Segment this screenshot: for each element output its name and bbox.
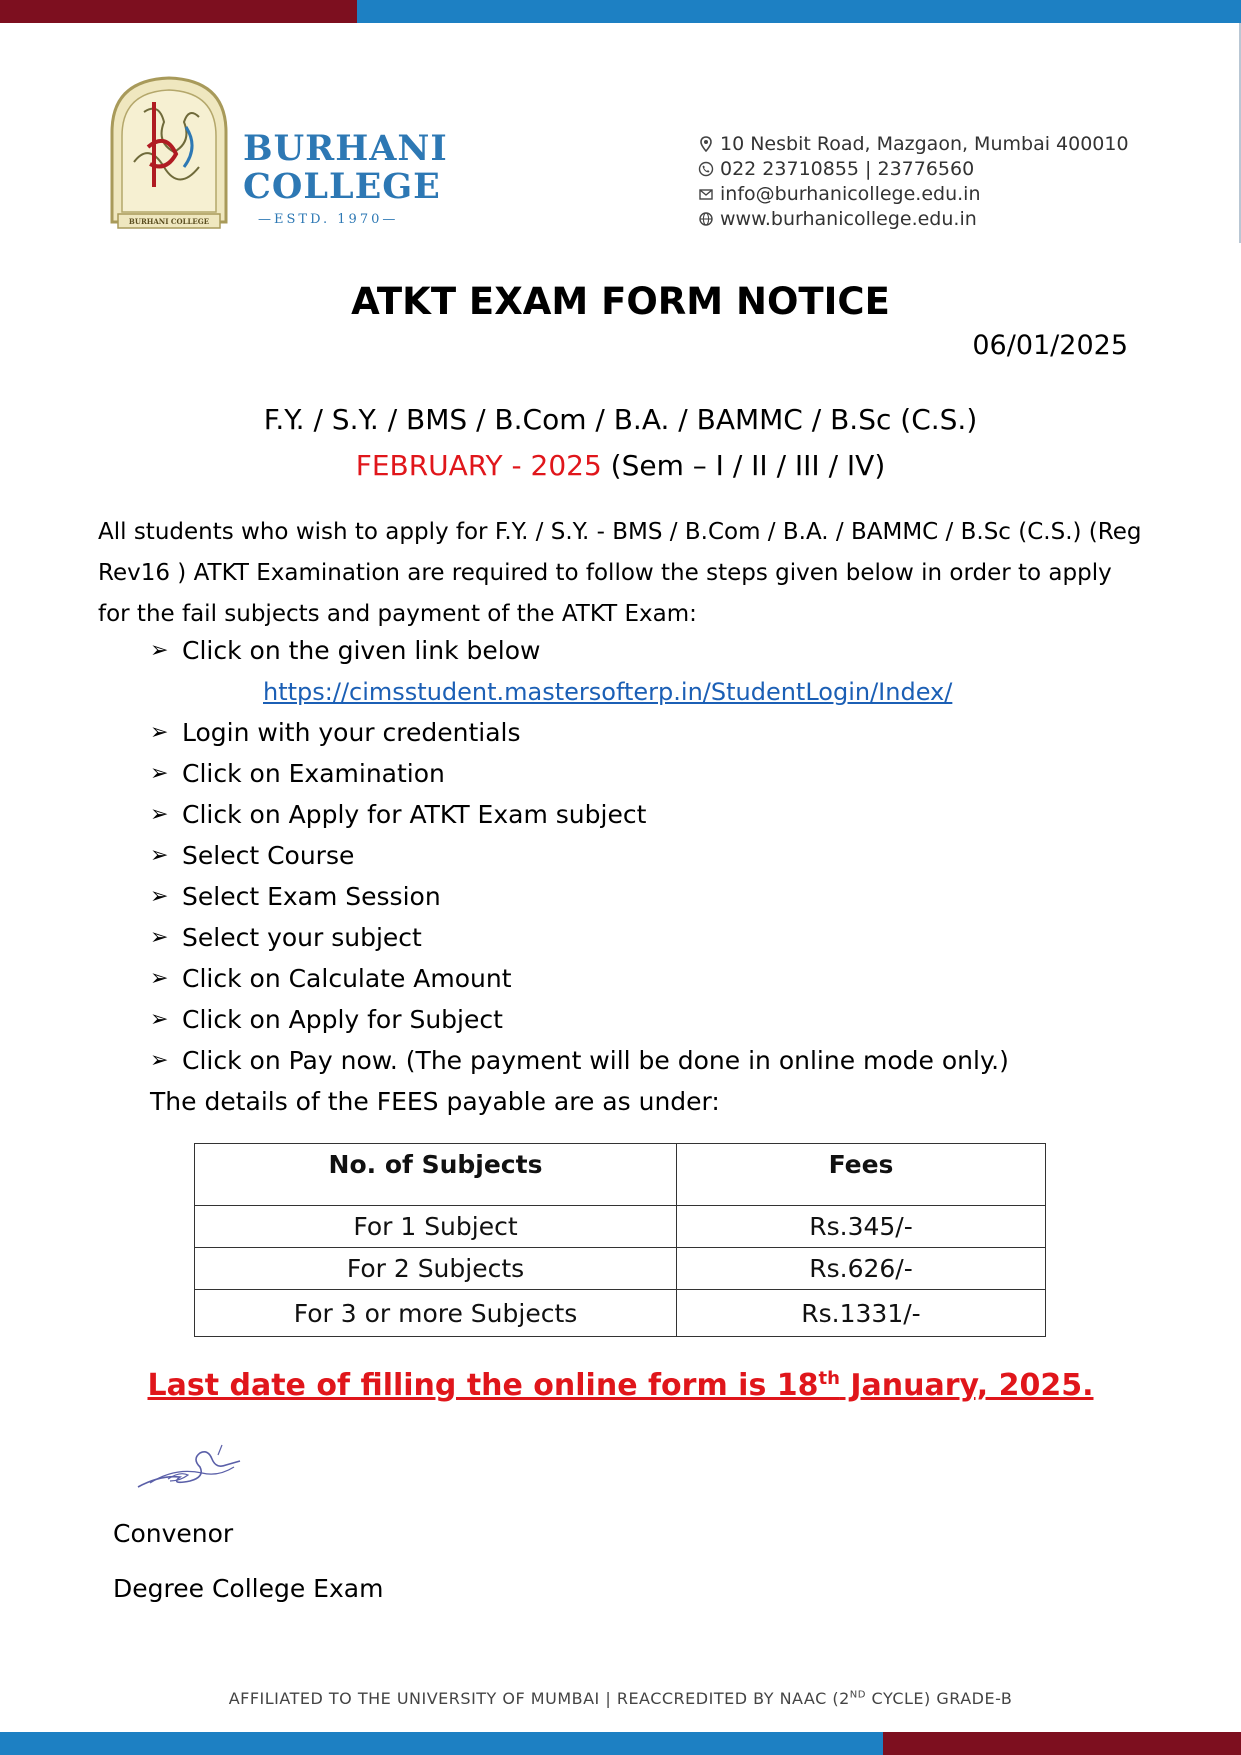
step-item (150, 718, 521, 747)
subjects-cell: For 2 Subjects (195, 1248, 677, 1290)
seal-label: BURHANI COLLEGE (128, 217, 210, 226)
table-header-row (195, 1144, 1046, 1206)
brand-name-line2: COLLEGE (243, 166, 441, 207)
arrow-bullet-icon: ➢ (150, 966, 169, 991)
table-row (195, 1206, 1046, 1248)
step-text: Click on Apply for Subject (182, 1005, 503, 1034)
deadline-text-start: Last date of filling the online form is 18 (147, 1368, 819, 1403)
step-text: Click on Calculate Amount (182, 964, 512, 993)
website-text[interactable]: www.burhanicollege.edu.in (720, 208, 977, 230)
step-item (150, 841, 354, 870)
phone-text: 022 23710855 | 23776560 (720, 158, 975, 180)
student-login-link[interactable]: https://cimsstudent.mastersofterp.in/StudentLogin/Index/ (263, 678, 953, 706)
deadline-notice (0, 1368, 1241, 1403)
step-text: Select Course (182, 841, 355, 870)
session-semesters: (Sem – I / II / III / IV) (601, 449, 886, 482)
subjects-cell: For 1 Subject (195, 1206, 677, 1248)
table-row (195, 1248, 1046, 1290)
fees-intro-text: The details of the FEES payable are as under: (150, 1087, 720, 1116)
step-text: Click on the given link below (182, 636, 541, 665)
step-text: Select your subject (182, 923, 422, 952)
affiliation-footer (0, 1689, 1241, 1708)
top-red-bar (0, 0, 357, 23)
arrow-bullet-icon: ➢ (150, 925, 169, 950)
step-text: Click on Pay now. (The payment will be done in online mode only.) (182, 1046, 1009, 1075)
bottom-blue-bar (0, 1732, 883, 1755)
table-row (195, 1290, 1046, 1337)
location-pin-icon (698, 136, 714, 152)
arrow-bullet-icon: ➢ (150, 1007, 169, 1032)
step-item (150, 882, 441, 911)
step-item (150, 1005, 503, 1034)
courses-line: F.Y. / S.Y. / BMS / B.Com / B.A. / BAMMC / B.Sc (C.S.) (263, 403, 978, 436)
arrow-bullet-icon: ➢ (150, 802, 169, 827)
fees-table (194, 1143, 1046, 1337)
signatory-role: Convenor (113, 1519, 234, 1548)
step-item (150, 1046, 1009, 1075)
arrow-bullet-icon: ➢ (150, 843, 169, 868)
fees-cell: Rs.626/- (677, 1248, 1046, 1290)
mail-icon (698, 186, 714, 202)
deadline-text-end: January, 2025. (839, 1368, 1094, 1403)
signatory-department: Degree College Exam (113, 1574, 384, 1603)
email-text[interactable]: info@burhanicollege.edu.in (720, 183, 981, 205)
phone-icon (698, 161, 714, 177)
step-text: Select Exam Session (182, 882, 441, 911)
step-text: Click on Apply for ATKT Exam subject (182, 800, 647, 829)
address-text: 10 Nesbit Road, Mazgaon, Mumbai 400010 (720, 133, 1129, 155)
contact-email (698, 183, 980, 205)
arrow-bullet-icon: ➢ (150, 761, 169, 786)
step-text: Login with your credentials (182, 718, 521, 747)
footer-text-end: CYCLE) GRADE-B (865, 1689, 1013, 1708)
top-blue-bar (357, 0, 1241, 23)
footer-ordinal: ND (849, 1689, 866, 1701)
step-item (150, 636, 540, 665)
contact-website (698, 208, 977, 230)
fees-cell: Rs.1331/- (677, 1290, 1046, 1337)
subjects-cell: For 3 or more Subjects (195, 1290, 677, 1337)
step-item (150, 800, 646, 829)
college-seal-logo (104, 72, 234, 230)
step-item (150, 923, 422, 952)
step-item (150, 759, 445, 788)
established-year: —ESTD. 1970— (258, 212, 399, 227)
arrow-bullet-icon: ➢ (150, 884, 169, 909)
notice-date: 06/01/2025 (972, 330, 1128, 361)
globe-icon (698, 211, 714, 227)
brand-name-line1: BURHANI (243, 128, 448, 169)
fees-cell: Rs.345/- (677, 1206, 1046, 1248)
handwritten-signature (130, 1437, 250, 1497)
header-subjects: No. of Subjects (195, 1144, 677, 1206)
arrow-bullet-icon: ➢ (150, 638, 169, 663)
header-fees: Fees (677, 1144, 1046, 1206)
notice-title: ATKT EXAM FORM NOTICE (351, 280, 890, 323)
step-text: Click on Examination (182, 759, 445, 788)
step-item (150, 964, 512, 993)
deadline-ordinal: th (818, 1368, 840, 1389)
contact-phone (698, 158, 974, 180)
session-line (0, 449, 1241, 482)
bottom-red-bar (883, 1732, 1241, 1755)
footer-text-start: AFFILIATED TO THE UNIVERSITY OF MUMBAI | REACCREDITED BY NAAC (2 (228, 1689, 850, 1708)
arrow-bullet-icon: ➢ (150, 720, 169, 745)
intro-paragraph: All students who wish to apply for F.Y. / S.Y. - BMS / B.Com / B.A. / BAMMC / B.Sc (C.S.) (Reg Rev16 ) ATKT Examination are required to follow the steps given below in order to apply for the fail subjects and payment of the ATKT Exam: (98, 519, 1142, 627)
contact-address (698, 133, 1129, 155)
arrow-bullet-icon: ➢ (150, 1048, 169, 1073)
session-month: FEBRUARY - 2025 (355, 449, 602, 482)
